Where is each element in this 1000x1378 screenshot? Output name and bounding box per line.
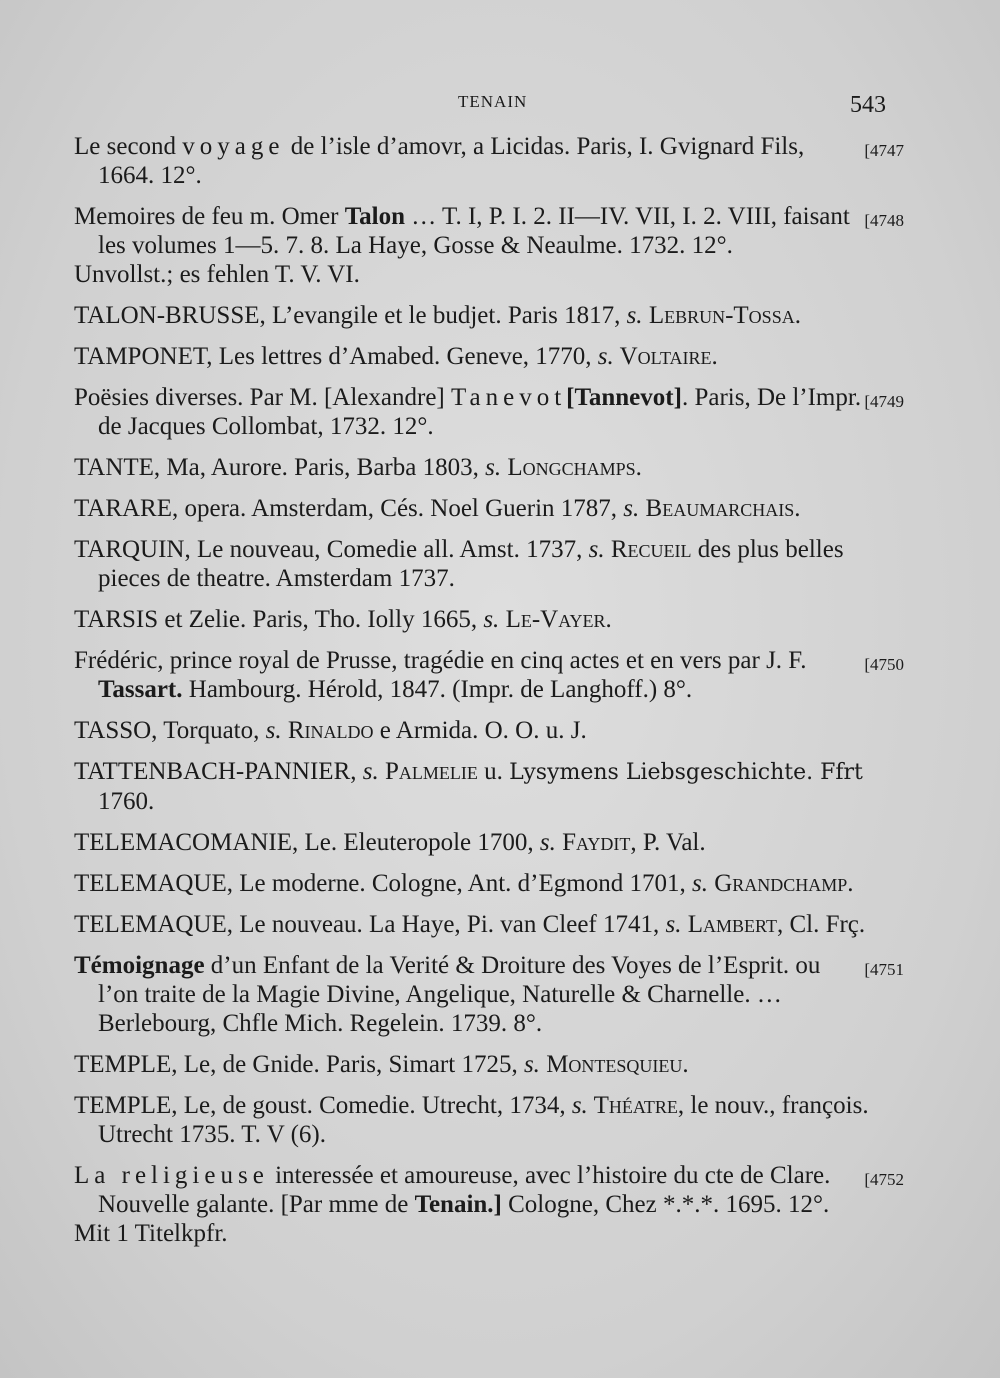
see-marker: s.: [623, 495, 640, 522]
author-name: Tassart.: [98, 676, 183, 703]
entry-text: Frédéric, prince royal de Prusse, tragédie en cinq actes et en vers par J. F.: [74, 647, 807, 674]
see-marker: s.: [265, 717, 282, 744]
spaced-text: Tanevot: [451, 384, 567, 411]
reference-number: [4749: [864, 392, 904, 411]
entry-text: … T. I, P. I. 2. II—IV. VII, I. 2. VIII, faisant les volumes 1—5. 7. 8. La Haye, Gosse & Neaulme. 1732. 12°.: [98, 203, 850, 259]
page-number: 543: [850, 92, 886, 118]
see-marker: s.: [691, 870, 708, 897]
entry-cross-reference: [74, 1091, 904, 1149]
see-marker: s.: [665, 911, 682, 938]
entry-text: u.: [477, 758, 510, 785]
spaced-text: La religieuse: [74, 1162, 269, 1189]
see-marker: s.: [483, 606, 500, 633]
title-word: Témoignage: [74, 952, 205, 979]
author-name: Tenain.]: [414, 1191, 502, 1218]
cross-reference: Montesquieu.: [539, 1051, 689, 1078]
entry-text: TASSO, Torquato,: [74, 717, 266, 744]
entry-text: TATTENBACH-PANNIER,: [74, 758, 363, 785]
see-marker: s.: [588, 536, 605, 563]
cross-reference: Le-Vayer.: [499, 606, 612, 633]
entry-text: Cl. Frç.: [783, 911, 866, 938]
see-marker: s.: [626, 302, 643, 329]
entry-4748: [74, 202, 904, 289]
entry-text: TELEMACOMANIE, Le. Eleuteropole 1700,: [74, 829, 540, 856]
bibliography-list: [74, 132, 904, 1248]
reference-number: [4748: [864, 211, 904, 230]
entry-cross-reference: [74, 342, 904, 371]
entry-text: TELEMAQUE, Le nouveau. La Haye, Pi. van Cleef 1741,: [74, 911, 666, 938]
cross-reference: Faydit,: [555, 829, 637, 856]
entry-text: TARARE, opera. Amsterdam, Cés. Noel Guerin 1787,: [74, 495, 624, 522]
entry-text: Memoires de feu m. Omer: [74, 203, 345, 230]
entry-text: Poësies diverses. Par M. [Alexandre]: [74, 384, 451, 411]
see-marker: s.: [362, 758, 379, 785]
cross-reference: Rinaldo: [281, 717, 374, 744]
entry-cross-reference: [74, 605, 904, 634]
entry-note: Mit 1 Titelkpfr.: [74, 1220, 228, 1247]
reference-number: [4752: [864, 1170, 904, 1189]
entry-text: 1760.: [98, 788, 155, 815]
author-name: [Tannevot]: [566, 384, 682, 411]
entry-text: TAMPONET, Les lettres d’Amabed. Geneve, 1770,: [74, 343, 598, 370]
reference-number: [4751: [864, 960, 904, 979]
entry-4751: [74, 951, 904, 1038]
entry-text: Le second: [74, 133, 183, 160]
entry-cross-reference: [74, 1050, 904, 1079]
see-marker: s.: [523, 1051, 540, 1078]
entry-cross-reference: [74, 757, 904, 816]
running-head: TENAIN: [458, 92, 528, 111]
entry-text: TARQUIN, Le nouveau, Comedie all. Amst. 1737,: [74, 536, 589, 563]
cross-reference: Longchamps.: [501, 454, 642, 481]
entry-cross-reference: [74, 494, 904, 523]
entry-4747: [74, 132, 904, 190]
entry-text: TANTE, Ma, Aurore. Paris, Barba 1803,: [74, 454, 486, 481]
reference-number: [4750: [864, 655, 904, 674]
cross-reference: Recueil: [604, 536, 692, 563]
entry-text: P. Val.: [636, 829, 706, 856]
fraktur-title: Lysymens Liebsgeschichte. Ffrt: [509, 760, 863, 785]
see-marker: s.: [571, 1092, 588, 1119]
entry-text: TELEMAQUE, Le moderne. Cologne, Ant. d’Egmond 1701,: [74, 870, 692, 897]
entry-text: e Armida. O. O. u. J.: [373, 717, 587, 744]
entry-text: interessée et amoureuse, avec l’histoire du cte de Clare. Nouvelle galante. [Par mme de: [98, 1162, 831, 1218]
entry-cross-reference: [74, 910, 904, 939]
entry-text: le nouv., françois. Utrecht 1735. T. V (6).: [98, 1092, 869, 1148]
cross-reference: Théatre,: [587, 1092, 685, 1119]
see-marker: s.: [539, 829, 556, 856]
entry-text: de l’isle d’amovr, a Licidas. Paris, I. Gvignard Fils, 1664. 12°.: [98, 133, 805, 189]
see-marker: s.: [485, 454, 502, 481]
entry-text: TARSIS et Zelie. Paris, Tho. Iolly 1665,: [74, 606, 484, 633]
cross-reference: Grandchamp.: [707, 870, 854, 897]
entry-cross-reference: [74, 301, 904, 330]
page-header: [0, 92, 1000, 122]
entry-text: Hambourg. Hérold, 1847. (Impr. de Langhoff.) 8°.: [182, 676, 693, 703]
entry-cross-reference: [74, 716, 904, 745]
reference-number: [4747: [864, 141, 904, 160]
entry-cross-reference: [74, 828, 904, 857]
entry-4750: [74, 646, 904, 704]
cross-reference: Lebrun-Tossa.: [642, 302, 801, 329]
entry-text: des plus belles pieces de theatre. Amsterdam 1737.: [98, 536, 844, 592]
see-marker: s.: [597, 343, 614, 370]
spaced-text: voyage: [182, 133, 285, 160]
entry-text: TEMPLE, Le, de goust. Comedie. Utrecht, 1734,: [74, 1092, 572, 1119]
entry-text: Cologne, Chez *.*.*. 1695. 12°.: [501, 1191, 830, 1218]
entry-text: d’un Enfant de la Verité & Droiture des Voyes de l’Esprit. ou l’on traite de la Magie Divine, Angelique, Naturelle & Charnelle. … Berlebourg, Chfle Mich. Regelein. 1739. 8°.: [98, 952, 821, 1037]
entry-text: TEMPLE, Le, de Gnide. Paris, Simart 1725,: [74, 1051, 524, 1078]
cross-reference: Beaumarchais.: [639, 495, 801, 522]
entry-note: Unvollst.; es fehlen T. V. VI.: [74, 261, 360, 288]
entry-text: . Paris, De l’Impr. de Jacques Collombat, 1732. 12°.: [98, 384, 862, 440]
entry-text: TALON-BRUSSE, L’evangile et le budjet. Paris 1817,: [74, 302, 627, 329]
entry-cross-reference: [74, 535, 904, 593]
cross-reference: Lambert,: [681, 911, 784, 938]
cross-reference: Palmelie: [378, 758, 478, 785]
entry-4749: [74, 383, 904, 441]
author-name: Talon: [344, 203, 405, 230]
cross-reference: Voltaire.: [613, 343, 718, 370]
entry-cross-reference: [74, 869, 904, 898]
entry-4752: [74, 1161, 904, 1248]
entry-cross-reference: [74, 453, 904, 482]
